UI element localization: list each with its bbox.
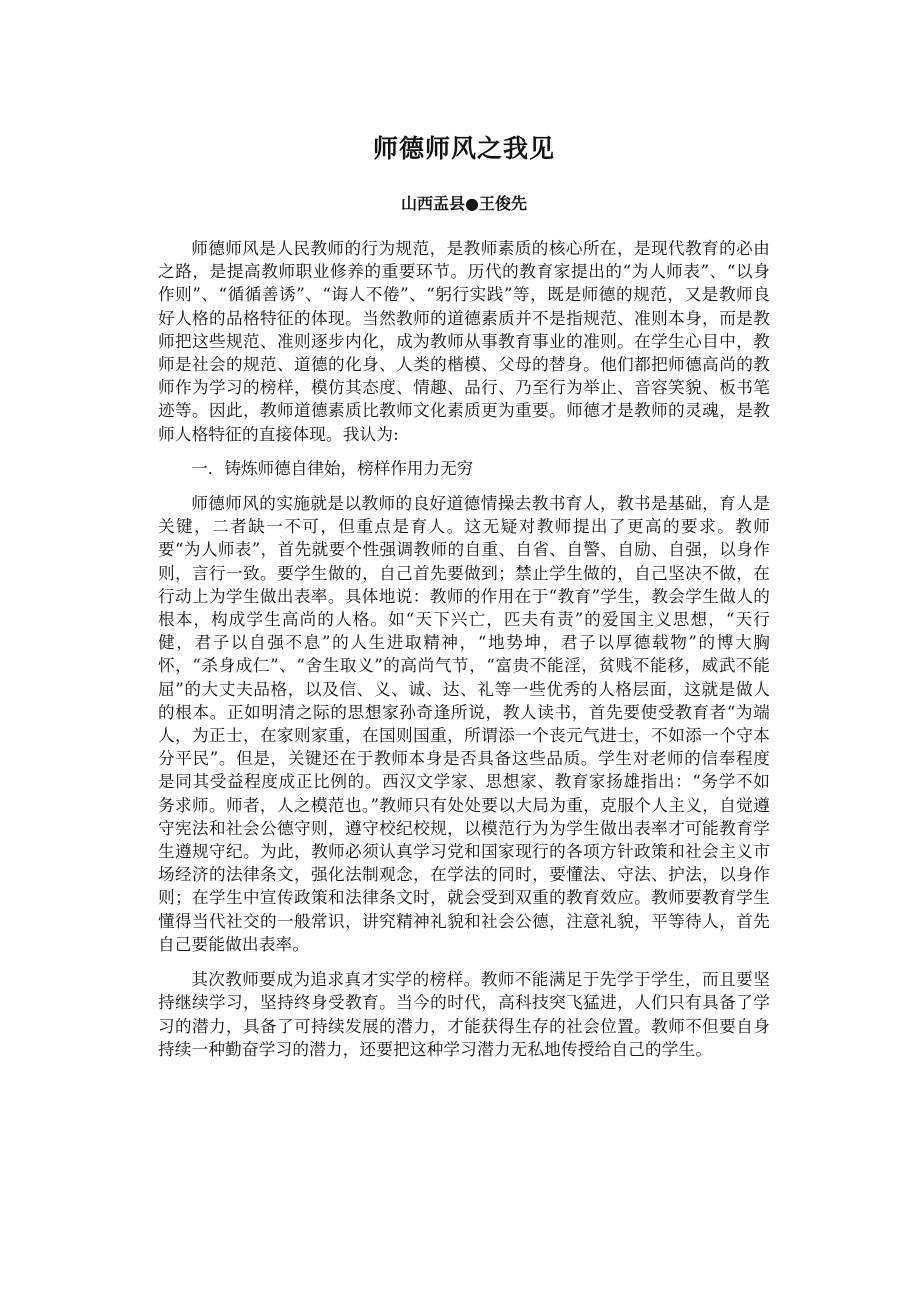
intro-paragraph: 师德师风是人民教师的行为规范，是教师素质的核心所在，是现代教育的必由之路，是提高教师职业修养的重要环节。历代的教育家提出的“为人师表”、“以身作则”、“循循善诱”、“诲人不倦”、“躬行实践”等，既是师德的规范，又是教师良好人格的品格特征的体现。当然教师的道德素质并不是指规范、准则本身，而是教师把这些规范、准则逐步内化，成为教师从事教育事业的准则。在学生心目中，教师是社会的规范、道德的化身、人类的楷模、父母的替身。他们都把师德高尚的教师作为学习的榜样，模仿其态度、情趣、品行、乃至行为举止、音容笑貌、板书笔迹等。因此，教师道德素质比教师文化素质更为重要。师德才是教师的灵魂，是教师人格特征的直接体现。我认为: [158, 239, 770, 444]
document-title: 师德师风之我见 [372, 134, 555, 163]
body-paragraph: 其次教师要成为追求真才实学的榜样。教师不能满足于先学于学生，而且要坚持继续学习，坚持终身受教育。当今的时代，高科技突飞猛进，人们只有具备了学习的潜力，具备了可持续发展的潜力，才能获得生存的社会位置。教师不但要自身持续一种勤奋学习的潜力，还要把这种学习潜力无私地传授给自己的学生。 [158, 970, 770, 1059]
section-heading: 一．铸炼师德自律始，榜样作用力无穷 [191, 458, 474, 478]
body-paragraph: 师德师风的实施就是以教师的良好道德情操去教书育人，教书是基础，育人是关键，二者缺一不可，但重点是育人。这无疑对教师提出了更高的要求。教师要“为人师表”，首先就要个性强调教师的自重、自省、自警、自励、自强，以身作则，言行一致。要学生做的，自己首先要做到；禁止学生做的，自己坚决不做，在行动上为学生做出表率。具体地说：教师的作用在于“教育”学生，教会学生做人的根本，构成学生高尚的人格。如“天下兴亡，匹夫有责”的爱国主义思想，“天行健，君子以自强不息”的人生进取精神，“地势坤，君子以厚德载物”的博大胸怀，“杀身成仁”、“舍生取义”的高尚气节，“富贵不能淫，贫贱不能移，威武不能屈”的大丈夫品格，以及信、义、诚、达、礼等一些优秀的人格层面，这就是做人的根本。正如明清之际的思想家孙奇逢所说，教人读书，首先要使受教育者“为端人，为正士，在家则家重，在国则国重，所谓添一个丧元气进士，不如添一个守本分平民”。但是，关键还在于教师本身是否具备这些品质。学生对老师的信奉程度是同其受益程度成正比例的。西汉文学家、思想家、教育家扬雄指出：“务学不如务求师。师者，人之模范也。”教师只有处处要以大局为重，克服个人主义，自觉遵守宪法和社会公德守则，遵守校纪校规，以模范行为为学生做出表率才可能教育学生遵规守纪。为此，教师必须认真学习党和国家现行的各项方针政策和社会主义市场经济的法律条文，强化法制观念，在学法的同时，要懂法、守法、护法，以身作则；在学生中宣传政策和法律条文时，就会受到双重的教育效应。教师要教育学生懂得当代社交的一般常识，讲究精神礼貌和社会公德，注意礼貌，平等待人，首先自己要能做出表率。 [158, 494, 770, 954]
author-line: 山西盂县●王俊先 [401, 194, 527, 213]
